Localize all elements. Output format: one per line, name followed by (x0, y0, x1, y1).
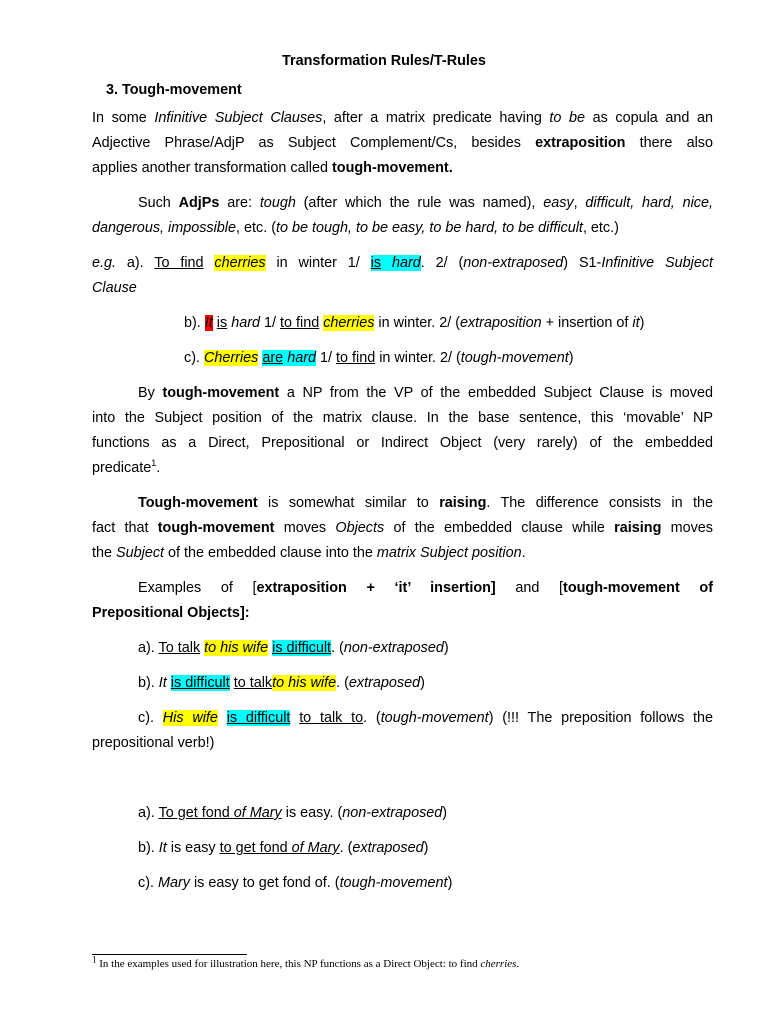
paragraph-3-line-4: predicate$^1$. (92, 458, 161, 476)
footnote-reference: 1 (151, 458, 157, 469)
paragraph-1-line-3: applies another transformation called tough-movement. (92, 160, 453, 176)
paragraph-1-line-1: In some Infinitive Subject Clauses, after a matrix predicate having to be as copula and an (92, 110, 713, 126)
example-1a-line-2: Clause (92, 280, 137, 296)
example-3b: b). It is easy to get fond of Mary. (extraposed) (138, 840, 429, 856)
example-3a: a). To get fond of Mary is easy. (non-extraposed) (138, 805, 448, 821)
paragraph-1-line-2: Adjective Phrase/AdjP as Subject Complement/Cs, besides extraposition there also (92, 135, 714, 151)
example-1a-line-1: e.g. a). To find cherries in winter 1/ is hard. 2/ (non-extraposed) S1-Infinitive Subject (92, 255, 714, 271)
footnote: $^1$ In the examples used for illustration here, this NP functions as a Direct Object: to find cherries. (92, 954, 520, 970)
footnote-separator (92, 954, 247, 955)
paragraph-5-line-1: Examples of [extraposition + ‘it’ insertion] and [tough-movement of (138, 580, 713, 596)
paragraph-3-line-1: By tough-movement a NP from the VP of the embedded Subject Clause is moved (138, 385, 713, 401)
paragraph-5-line-2: Prepositional Objects]: (92, 605, 250, 621)
example-1c: c). Cherries are hard 1/ to find in winter. 2/ (tough-movement) (184, 350, 574, 366)
section-heading: 3. Tough-movement (106, 82, 242, 98)
paragraph-2-line-1: Such AdjPs are: tough (after which the rule was named), easy, difficult, hard, nice, (138, 195, 714, 211)
paragraph-3-line-2: into the Subject position of the matrix clause. In the base sentence, this ‘movable’ NP (92, 410, 713, 426)
paragraph-4-line-1: Tough-movement is somewhat similar to raising. The difference consists in the (138, 495, 714, 511)
example-2c-line-2: prepositional verb!) (92, 735, 215, 751)
paragraph-4-line-3: the Subject of the embedded clause into the matrix Subject position. (92, 545, 526, 561)
example-2b: b). It is difficult to talkto his wife. (extraposed) (138, 675, 425, 691)
example-3c: c). Mary is easy to get fond of. (tough-movement) (138, 875, 453, 891)
paragraph-3-line-3: functions as a Direct, Prepositional or Indirect Object (very rarely) of the embedded (92, 435, 713, 451)
page-title: Transformation Rules/T-Rules (282, 53, 486, 69)
example-2c-line-1: c). His wife is difficult to talk to. (tough-movement) (!!! The preposition follows the (138, 710, 714, 726)
example-1b: b). It is hard 1/ to find cherries in winter. 2/ (extraposition + insertion of it) (184, 315, 645, 331)
paragraph-2-line-2: dangerous, impossible, etc. (to be tough, to be easy, to be hard, to be difficult, etc.) (92, 220, 619, 236)
example-2a: a). To talk to his wife is difficult. (non-extraposed) (138, 640, 449, 656)
paragraph-4-line-2: fact that tough-movement moves Objects of the embedded clause while raising moves (92, 520, 714, 536)
